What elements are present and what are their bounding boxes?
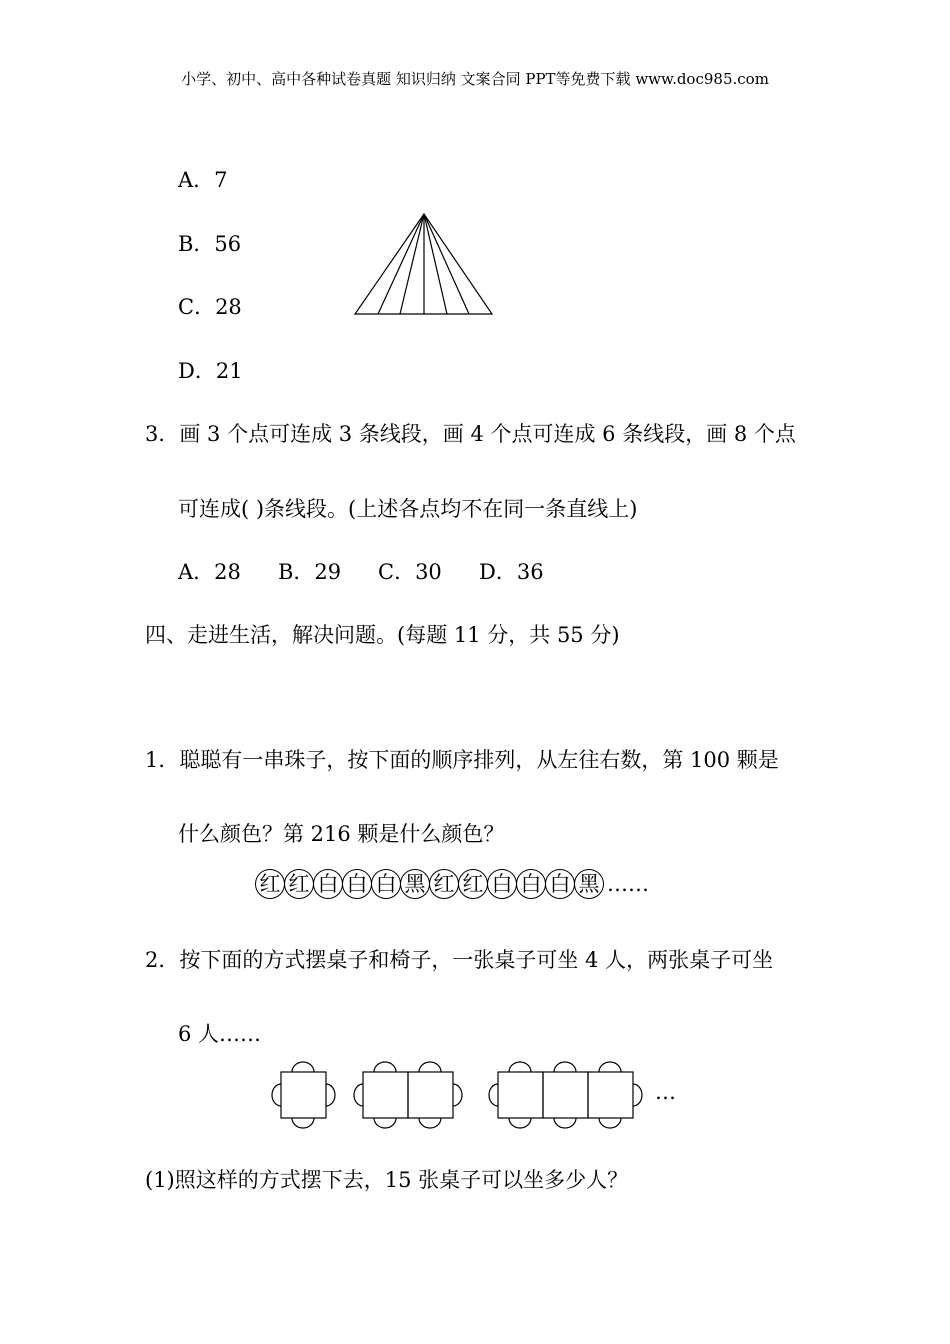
triangle-ray (424, 214, 447, 314)
bead: 红 (255, 869, 285, 899)
bead: 红 (458, 869, 488, 899)
chair (509, 1118, 531, 1128)
table (498, 1072, 543, 1118)
chair (599, 1062, 621, 1072)
chair (272, 1084, 281, 1106)
section-title: 四、走进生活，解决问题。(每题 11 分，共 55 分) (145, 623, 620, 647)
chair (374, 1118, 396, 1128)
bead: 黑 (400, 869, 430, 899)
table (543, 1072, 588, 1118)
p2-line2: 6 人…… (178, 1022, 262, 1046)
bead: 白 (545, 869, 575, 899)
tables-ellipsis: … (655, 1080, 676, 1104)
chair (554, 1118, 576, 1128)
q3-option-a: A．28 (178, 560, 241, 584)
bead: 白 (313, 869, 343, 899)
tables-figure (268, 1060, 658, 1130)
chair (453, 1084, 462, 1106)
chair (354, 1084, 363, 1106)
bead-ellipsis: …… (607, 872, 649, 896)
q3-line2: 可连成( )条线段。(上述各点均不在同一条直线上) (178, 497, 638, 521)
chair (374, 1062, 396, 1072)
chair (599, 1118, 621, 1128)
triangle-figure (350, 208, 500, 320)
q2-option-a: A．7 (178, 168, 228, 192)
chair (633, 1084, 642, 1106)
table-group-1 (272, 1062, 335, 1128)
q3-line1: 3．画 3 个点可连成 3 条线段，画 4 个点可连成 6 条线段，画 8 个点 (145, 422, 796, 446)
chair (326, 1084, 335, 1106)
chair (419, 1118, 441, 1128)
q2-option-c: C．28 (178, 295, 242, 319)
q3-option-c: C．30 (378, 560, 442, 584)
table-group-3 (489, 1062, 642, 1128)
p1-line1: 1．聪聪有一串珠子，按下面的顺序排列，从左往右数，第 100 颗是 (145, 748, 779, 772)
p1-line2: 什么颜色？第 216 颗是什么颜色？ (178, 822, 505, 846)
bead: 红 (429, 869, 459, 899)
table (408, 1072, 453, 1118)
table (363, 1072, 408, 1118)
bead: 白 (371, 869, 401, 899)
bead-sequence (255, 869, 649, 899)
chair (292, 1062, 314, 1072)
table-group-2 (354, 1062, 462, 1128)
chair (509, 1062, 531, 1072)
bead: 红 (284, 869, 314, 899)
triangle-ray (378, 214, 424, 314)
triangle-ray (400, 214, 424, 314)
triangle-ray (424, 214, 469, 314)
bead: 黑 (574, 869, 604, 899)
q2-option-d: D．21 (178, 359, 243, 383)
q3-option-b: B．29 (278, 560, 342, 584)
chair (554, 1062, 576, 1072)
bead: 白 (516, 869, 546, 899)
page-header: 小学、初中、高中各种试卷真题 知识归纳 文案合同 PPT等免费下载 www.doc985.com (181, 70, 769, 88)
bead: 白 (342, 869, 372, 899)
table (281, 1072, 326, 1118)
p2-line1: 2．按下面的方式摆桌子和椅子，一张桌子可坐 4 人，两张桌子可坐 (145, 948, 774, 972)
q3-option-d: D．36 (479, 560, 544, 584)
chair (489, 1084, 498, 1106)
chair (292, 1118, 314, 1128)
p2-sub1: (1)照这样的方式摆下去，15 张桌子可以坐多少人？ (145, 1168, 629, 1192)
bead: 白 (487, 869, 517, 899)
chair (419, 1062, 441, 1072)
table (588, 1072, 633, 1118)
q2-option-b: B．56 (178, 232, 242, 256)
